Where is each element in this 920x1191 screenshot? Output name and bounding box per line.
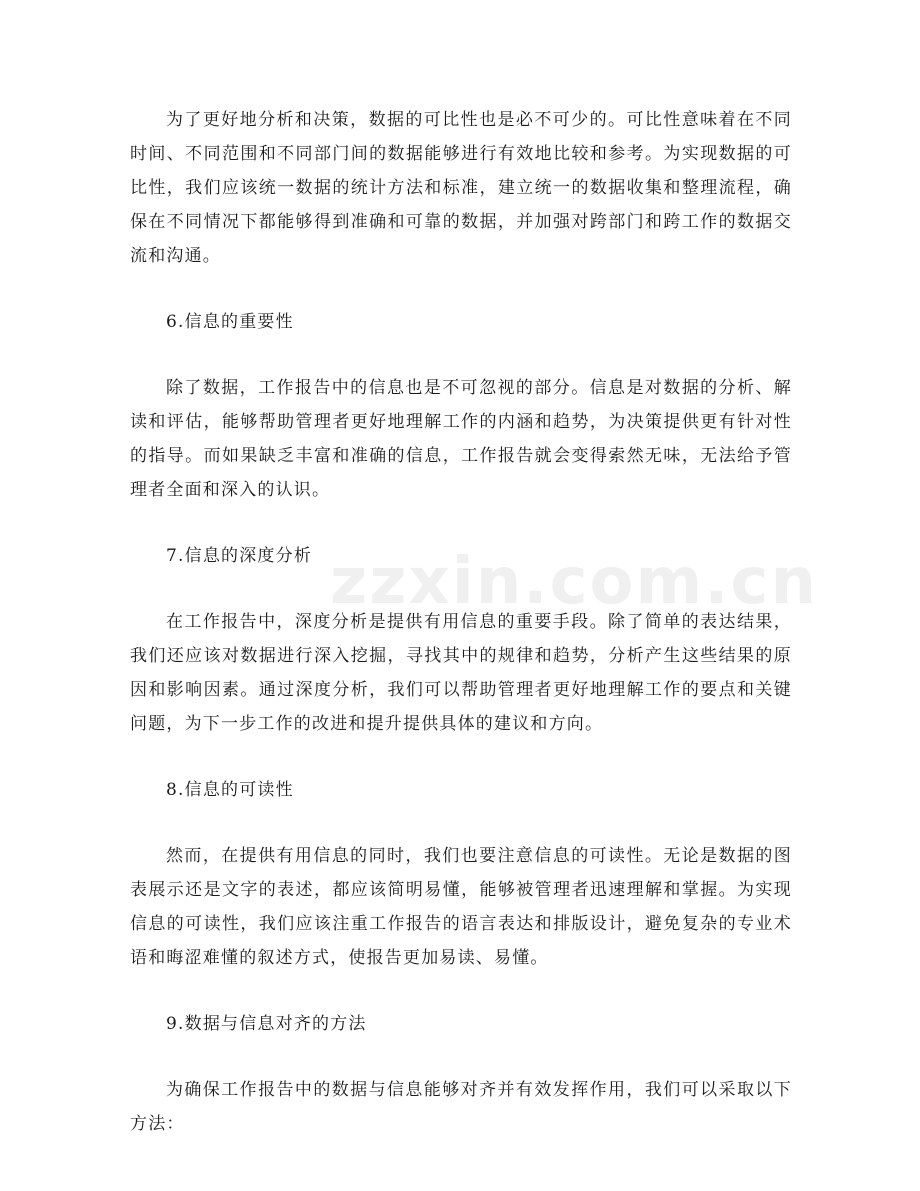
paragraph-information-importance: 除了数据，工作报告中的信息也是不可忽视的部分。信息是对数据的分析、解读和评估，能够帮助管理者更好地理解工作的内涵和趋势，为决策提供更有针对性的指导。而如果缺乏丰富和准确的信息，工作报告就会变得索然无味，无法给予管理者全面和深入的认识。	[130, 378, 792, 500]
paragraph-comparability: 为了更好地分析和决策，数据的可比性也是必不可少的。可比性意味着在不同时间、不同范围和不同部门间的数据能够进行有效地比较和参考。为实现数据的可比性，我们应该统一数据的统计方法和标准，建立统一的数据收集和整理流程，确保在不同情况下都能够得到准确和可靠的数据，并加强对跨部门和跨工作的数据交流和沟通。	[130, 110, 792, 266]
section-heading-7: 7.信息的深度分析	[166, 546, 313, 566]
section-heading-8: 8.信息的可读性	[166, 780, 294, 800]
watermark: zzxin.com.cn	[330, 545, 818, 619]
paragraph-readability: 然而，在提供有用信息的同时，我们也要注意信息的可读性。无论是数据的图表展示还是文字的表述，都应该简明易懂，能够被管理者迅速理解和掌握。为实现信息的可读性，我们应该注重工作报告的语言表达和排版设计，避免复杂的专业术语和晦涩难懂的叙述方式，使报告更加易读、易懂。	[130, 846, 792, 968]
section-heading-9: 9.数据与信息对齐的方法	[166, 1014, 367, 1034]
document-body	[130, 103, 792, 1173]
section-heading-6: 6.信息的重要性	[166, 312, 294, 332]
paragraph-alignment-methods: 为确保工作报告中的数据与信息能够对齐并有效发挥作用，我们可以采取以下方法：	[130, 1080, 792, 1134]
paragraph-deep-analysis: 在工作报告中，深度分析是提供有用信息的重要手段。除了简单的表达结果，我们还应该对数据进行深入挖掘，寻找其中的规律和趋势，分析产生这些结果的原因和影响因素。通过深度分析，我们可以帮助管理者更好地理解工作的要点和关键问题，为下一步工作的改进和提升提供具体的建议和方向。	[130, 612, 792, 734]
